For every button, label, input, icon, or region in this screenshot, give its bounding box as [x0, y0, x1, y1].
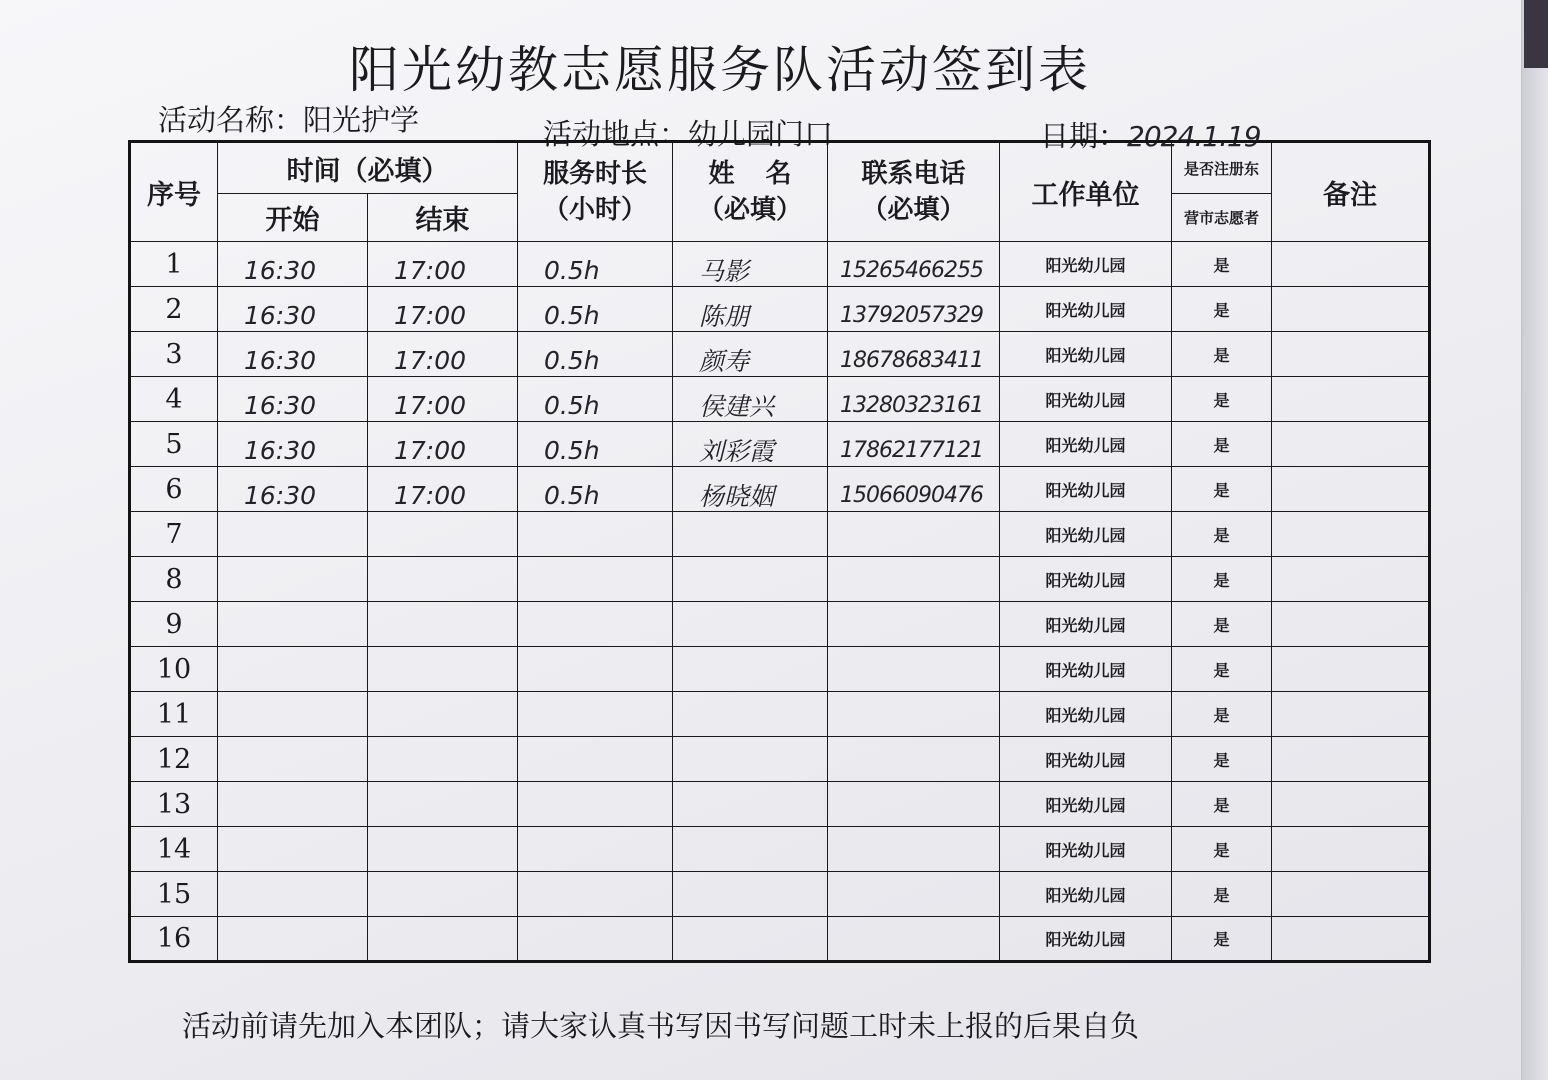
end-time-cell — [368, 377, 518, 422]
phone-number-cell — [828, 512, 1000, 557]
work-unit: 阳光幼儿园 — [1045, 255, 1126, 275]
end-time: 17:00 — [394, 480, 467, 510]
work-unit-cell — [1000, 602, 1172, 647]
remark-cell — [1272, 827, 1430, 872]
volunteer-name-cell — [673, 917, 828, 962]
volunteer-name-cell — [673, 647, 828, 692]
header-phone — [828, 142, 1000, 242]
remark-cell — [1272, 782, 1430, 827]
header-registered-line1: 是否注册东 — [1172, 142, 1272, 194]
registered-status-cell — [1172, 512, 1272, 557]
end-time: 17:00 — [394, 255, 467, 285]
phone-number-cell — [828, 872, 1000, 917]
phone-number-cell — [828, 827, 1000, 872]
sign-in-table — [128, 140, 1431, 963]
row-index-cell — [130, 917, 218, 962]
row-index: 3 — [165, 338, 183, 370]
registered-status: 是 — [1213, 390, 1230, 410]
table-row — [130, 782, 1430, 827]
table-row — [130, 512, 1430, 557]
table-row — [130, 827, 1430, 872]
phone-number-cell — [828, 782, 1000, 827]
registered-status-cell — [1172, 377, 1272, 422]
phone-number-cell — [828, 377, 1000, 422]
row-index: 8 — [165, 563, 183, 595]
registered-status-cell — [1172, 287, 1272, 332]
start-time-cell — [218, 512, 368, 557]
end-time-cell — [368, 332, 518, 377]
header-start: 开始 — [218, 194, 368, 242]
row-index: 4 — [165, 383, 183, 415]
end-time: 17:00 — [394, 390, 467, 420]
start-time: 16:30 — [244, 300, 317, 330]
registered-status: 是 — [1213, 570, 1230, 590]
service-duration-cell — [518, 557, 673, 602]
work-unit: 阳光幼儿园 — [1045, 435, 1126, 455]
phone-number-cell — [828, 422, 1000, 467]
volunteer-name-cell — [673, 512, 828, 557]
registered-status-cell — [1172, 692, 1272, 737]
work-unit-cell — [1000, 377, 1172, 422]
remark-cell — [1272, 512, 1430, 557]
remark-cell — [1272, 647, 1430, 692]
table-row — [130, 287, 1430, 332]
registered-status: 是 — [1213, 660, 1230, 680]
header-time: 时间（必填） — [218, 142, 518, 194]
work-unit-cell — [1000, 422, 1172, 467]
registered-status-cell — [1172, 647, 1272, 692]
work-unit: 阳光幼儿园 — [1045, 300, 1126, 320]
volunteer-name-cell — [673, 377, 828, 422]
start-time-cell — [218, 827, 368, 872]
phone-number-cell — [828, 737, 1000, 782]
volunteer-name-cell — [673, 287, 828, 332]
row-index-cell — [130, 242, 218, 287]
activity-name-value: 阳光护学 — [303, 103, 420, 137]
work-unit: 阳光幼儿园 — [1045, 525, 1126, 545]
table-row — [130, 557, 1430, 602]
page-title: 阳光幼教志愿服务队活动签到表 — [349, 41, 1091, 99]
registered-status: 是 — [1213, 255, 1230, 275]
service-duration-cell — [518, 782, 673, 827]
remark-cell — [1272, 287, 1430, 332]
remark-cell — [1272, 692, 1430, 737]
work-unit-cell — [1000, 467, 1172, 512]
start-time-cell — [218, 647, 368, 692]
volunteer-name-cell — [673, 332, 828, 377]
work-unit: 阳光幼儿园 — [1045, 570, 1126, 590]
registered-status-cell — [1172, 332, 1272, 377]
work-unit-cell — [1000, 332, 1172, 377]
row-index-cell — [130, 377, 218, 422]
work-unit: 阳光幼儿园 — [1045, 480, 1126, 500]
remark-cell — [1272, 242, 1430, 287]
end-time: 17:00 — [394, 300, 467, 330]
volunteer-name: 陈朋 — [699, 302, 750, 331]
registered-status: 是 — [1213, 480, 1230, 500]
phone-number: 15265466255 — [840, 257, 983, 283]
table-row — [130, 692, 1430, 737]
row-index: 11 — [156, 698, 192, 730]
volunteer-name-cell — [673, 602, 828, 647]
row-index: 7 — [165, 518, 183, 550]
registered-status-cell — [1172, 827, 1272, 872]
service-duration-cell — [518, 917, 673, 962]
header-duration-line2: （小时） — [542, 195, 647, 225]
service-duration: 0.5h — [544, 345, 600, 375]
end-time-cell — [368, 602, 518, 647]
footer-note: 活动前请先加入本团队；请大家认真书写因书写问题工时未上报的后果自负 — [182, 1009, 1140, 1043]
end-time-cell — [368, 512, 518, 557]
service-duration-cell — [518, 242, 673, 287]
service-duration-cell — [518, 827, 673, 872]
service-duration-cell — [518, 737, 673, 782]
header-registered-line2: 营市志愿者 — [1172, 194, 1272, 242]
phone-number-cell — [828, 242, 1000, 287]
service-duration: 0.5h — [544, 480, 600, 510]
registered-status: 是 — [1213, 300, 1230, 320]
work-unit-cell — [1000, 827, 1172, 872]
activity-date-value: 2024.1.19 — [1127, 120, 1261, 153]
end-time-cell — [368, 287, 518, 332]
work-unit: 阳光幼儿园 — [1045, 795, 1126, 815]
end-time-cell — [368, 422, 518, 467]
row-index-cell — [130, 422, 218, 467]
end-time-cell — [368, 782, 518, 827]
start-time: 16:30 — [244, 345, 317, 375]
work-unit: 阳光幼儿园 — [1045, 930, 1126, 949]
remark-cell — [1272, 917, 1430, 962]
row-index: 2 — [165, 293, 183, 325]
row-index-cell — [130, 647, 218, 692]
table-row — [130, 917, 1430, 962]
start-time-cell — [218, 872, 368, 917]
work-unit: 阳光幼儿园 — [1045, 705, 1126, 725]
row-index: 1 — [165, 248, 183, 280]
table-row — [130, 242, 1430, 287]
phone-number: 15066090476 — [840, 482, 983, 508]
start-time-cell — [218, 782, 368, 827]
table-row — [130, 737, 1430, 782]
header-name-line1: 姓 名 — [708, 159, 792, 189]
row-index-cell — [130, 557, 218, 602]
activity-date-label: 日期： — [1040, 119, 1128, 153]
end-time-cell — [368, 827, 518, 872]
volunteer-name-cell — [673, 782, 828, 827]
activity-name-label: 活动名称： — [158, 103, 304, 137]
end-time-cell — [368, 872, 518, 917]
phone-number-cell — [828, 692, 1000, 737]
registered-status-cell — [1172, 917, 1272, 962]
registered-status: 是 — [1213, 525, 1230, 545]
start-time-cell — [218, 557, 368, 602]
volunteer-name: 刘彩霞 — [699, 437, 775, 466]
start-time: 16:30 — [244, 255, 317, 285]
volunteer-name: 杨晓姻 — [699, 482, 775, 511]
end-time: 17:00 — [394, 435, 467, 465]
remark-cell — [1272, 467, 1430, 512]
table-row — [130, 332, 1430, 377]
row-index-cell — [130, 782, 218, 827]
registered-status: 是 — [1213, 840, 1230, 860]
row-index: 14 — [156, 833, 192, 865]
phone-number-cell — [828, 602, 1000, 647]
row-index: 5 — [165, 428, 183, 460]
volunteer-name: 颜寿 — [699, 347, 750, 376]
start-time: 16:30 — [244, 435, 317, 465]
work-unit-cell — [1000, 647, 1172, 692]
start-time-cell — [218, 332, 368, 377]
header-work-unit: 工作单位 — [1000, 142, 1172, 242]
registered-status: 是 — [1213, 435, 1230, 455]
header-duration-line1: 服务时长 — [542, 159, 647, 189]
start-time: 16:30 — [244, 390, 317, 420]
header-name-line2: （必填） — [697, 195, 802, 225]
header-phone-line2: （必填） — [861, 195, 966, 225]
remark-cell — [1272, 872, 1430, 917]
row-index-cell — [130, 512, 218, 557]
table-body — [130, 242, 1430, 962]
row-index: 10 — [156, 653, 192, 685]
start-time-cell — [218, 467, 368, 512]
activity-name-line — [158, 98, 419, 139]
work-unit-cell — [1000, 287, 1172, 332]
end-time-cell — [368, 647, 518, 692]
work-unit: 阳光幼儿园 — [1045, 660, 1126, 680]
work-unit-cell — [1000, 557, 1172, 602]
service-duration-cell — [518, 467, 673, 512]
header-duration — [518, 142, 673, 242]
end-time-cell — [368, 467, 518, 512]
start-time-cell — [218, 737, 368, 782]
start-time-cell — [218, 377, 368, 422]
row-index-cell — [130, 467, 218, 512]
registered-status-cell — [1172, 557, 1272, 602]
registered-status: 是 — [1213, 345, 1230, 365]
phone-number-cell — [828, 287, 1000, 332]
phone-number-cell — [828, 557, 1000, 602]
registered-status: 是 — [1213, 615, 1230, 635]
remark-cell — [1272, 602, 1430, 647]
work-unit-cell — [1000, 872, 1172, 917]
service-duration-cell — [518, 287, 673, 332]
start-time-cell — [218, 422, 368, 467]
registered-status: 是 — [1213, 930, 1230, 949]
background-corner — [1524, 0, 1548, 68]
row-index: 13 — [156, 788, 192, 820]
work-unit-cell — [1000, 737, 1172, 782]
remark-cell — [1272, 557, 1430, 602]
service-duration-cell — [518, 872, 673, 917]
row-index: 12 — [156, 743, 192, 775]
registered-status-cell — [1172, 872, 1272, 917]
volunteer-name: 马影 — [699, 257, 750, 286]
registered-status-cell — [1172, 602, 1272, 647]
header-phone-line1: 联系电话 — [861, 159, 966, 189]
registered-status: 是 — [1213, 795, 1230, 815]
registered-status: 是 — [1213, 705, 1230, 725]
service-duration-cell — [518, 512, 673, 557]
table-row — [130, 647, 1430, 692]
volunteer-name-cell — [673, 692, 828, 737]
registered-status: 是 — [1213, 885, 1230, 905]
registered-status: 是 — [1213, 750, 1230, 770]
phone-number: 13280323161 — [840, 392, 983, 418]
start-time-cell — [218, 917, 368, 962]
service-duration-cell — [518, 377, 673, 422]
header-end: 结束 — [368, 194, 518, 242]
end-time: 17:00 — [394, 345, 467, 375]
work-unit-cell — [1000, 512, 1172, 557]
work-unit: 阳光幼儿园 — [1045, 840, 1126, 860]
work-unit: 阳光幼儿园 — [1045, 885, 1126, 905]
registered-status-cell — [1172, 782, 1272, 827]
volunteer-name-cell — [673, 557, 828, 602]
header-name — [673, 142, 828, 242]
work-unit-cell — [1000, 917, 1172, 962]
row-index-cell — [130, 287, 218, 332]
header-index: 序号 — [130, 142, 218, 242]
work-unit-cell — [1000, 692, 1172, 737]
start-time-cell — [218, 287, 368, 332]
row-index-cell — [130, 872, 218, 917]
start-time: 16:30 — [244, 480, 317, 510]
registered-status-cell — [1172, 422, 1272, 467]
start-time-cell — [218, 242, 368, 287]
underlying-paper-edge — [1521, 0, 1548, 1080]
end-time-cell — [368, 917, 518, 962]
table-row — [130, 377, 1430, 422]
row-index: 6 — [165, 473, 183, 505]
phone-number: 13792057329 — [840, 302, 983, 328]
volunteer-name-cell — [673, 242, 828, 287]
work-unit-cell — [1000, 242, 1172, 287]
service-duration-cell — [518, 647, 673, 692]
phone-number-cell — [828, 467, 1000, 512]
phone-number-cell — [828, 917, 1000, 962]
activity-location-value: 幼儿园门口 — [688, 117, 834, 151]
service-duration-cell — [518, 602, 673, 647]
service-duration-cell — [518, 332, 673, 377]
end-time-cell — [368, 737, 518, 782]
volunteer-name-cell — [673, 827, 828, 872]
end-time-cell — [368, 557, 518, 602]
row-index-cell — [130, 737, 218, 782]
volunteer-name-cell — [673, 422, 828, 467]
row-index-cell — [130, 332, 218, 377]
service-duration-cell — [518, 422, 673, 467]
volunteer-name-cell — [673, 467, 828, 512]
phone-number-cell — [828, 647, 1000, 692]
service-duration: 0.5h — [544, 255, 600, 285]
remark-cell — [1272, 332, 1430, 377]
remark-cell — [1272, 422, 1430, 467]
work-unit: 阳光幼儿园 — [1045, 390, 1126, 410]
row-index-cell — [130, 692, 218, 737]
start-time-cell — [218, 692, 368, 737]
row-index: 15 — [156, 878, 192, 910]
table-row — [130, 467, 1430, 512]
volunteer-name-cell — [673, 737, 828, 782]
row-index-cell — [130, 827, 218, 872]
end-time-cell — [368, 242, 518, 287]
registered-status-cell — [1172, 467, 1272, 512]
row-index-cell — [130, 602, 218, 647]
row-index: 16 — [156, 923, 192, 954]
work-unit-cell — [1000, 782, 1172, 827]
table-row — [130, 872, 1430, 917]
work-unit: 阳光幼儿园 — [1045, 750, 1126, 770]
row-index: 9 — [165, 608, 183, 640]
work-unit: 阳光幼儿园 — [1045, 345, 1126, 365]
remark-cell — [1272, 377, 1430, 422]
activity-location-label: 活动地点： — [543, 117, 689, 151]
work-unit: 阳光幼儿园 — [1045, 615, 1126, 635]
registered-status-cell — [1172, 242, 1272, 287]
end-time-cell — [368, 692, 518, 737]
volunteer-name: 侯建兴 — [699, 392, 775, 421]
remark-cell — [1272, 737, 1430, 782]
phone-number-cell — [828, 332, 1000, 377]
volunteer-name-cell — [673, 872, 828, 917]
service-duration: 0.5h — [544, 300, 600, 330]
service-duration: 0.5h — [544, 390, 600, 420]
table-row — [130, 602, 1430, 647]
service-duration: 0.5h — [544, 435, 600, 465]
table-row — [130, 422, 1430, 467]
header-remark: 备注 — [1272, 142, 1430, 242]
phone-number: 17862177121 — [840, 437, 983, 463]
service-duration-cell — [518, 692, 673, 737]
registered-status-cell — [1172, 737, 1272, 782]
phone-number: 18678683411 — [840, 347, 983, 373]
start-time-cell — [218, 602, 368, 647]
